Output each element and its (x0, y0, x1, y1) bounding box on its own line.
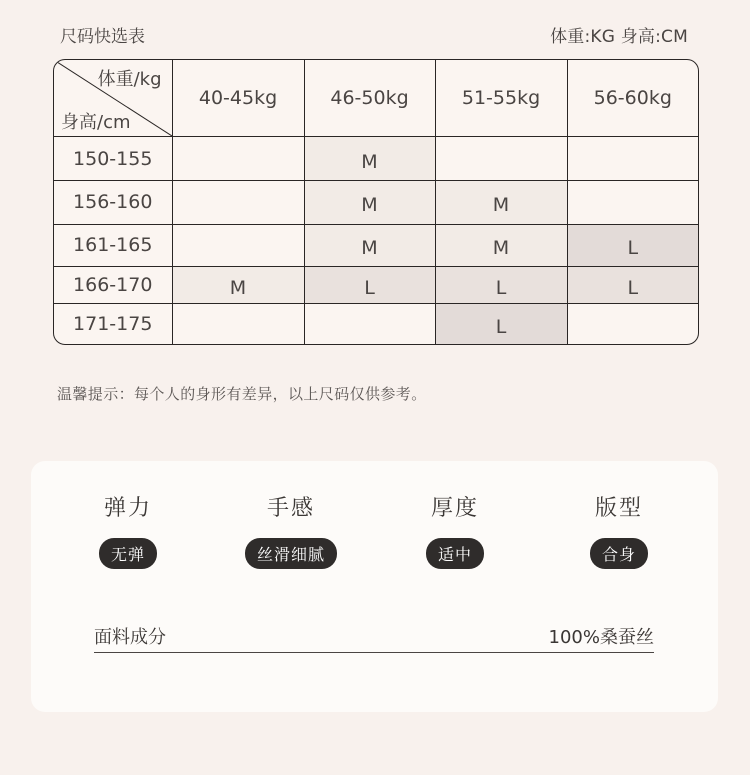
weight-column-header: 40-45kg (172, 60, 304, 137)
size-cell (567, 304, 698, 344)
attribute-value-pill: 合身 (590, 538, 648, 569)
table-corner-cell (54, 60, 172, 137)
size-table (53, 59, 699, 345)
height-row-label: 166-170 (54, 266, 172, 303)
size-cell: M (304, 137, 435, 181)
table-header-row (54, 60, 698, 137)
size-cell (567, 181, 698, 224)
size-cell: M (435, 224, 567, 266)
table-row (54, 181, 698, 224)
attribute-thickness (395, 491, 515, 569)
height-row-label: 156-160 (54, 181, 172, 224)
size-cell: M (304, 224, 435, 266)
attribute-title: 版型 (594, 496, 643, 521)
size-cell: L (567, 266, 698, 303)
attribute-value-pill: 丝滑细腻 (245, 538, 337, 569)
size-cell (435, 137, 567, 181)
size-cell: M (304, 181, 435, 224)
fabric-composition-value: 100%桑蚕丝 (548, 627, 654, 648)
size-cell (172, 304, 304, 344)
weight-column-header: 46-50kg (304, 60, 435, 137)
table-row (54, 266, 698, 303)
weight-column-header: 56-60kg (567, 60, 698, 137)
size-cell: L (567, 224, 698, 266)
weight-column-header: 51-55kg (435, 60, 567, 137)
height-row-label: 171-175 (54, 304, 172, 344)
corner-weight-label: 体重/kg (97, 69, 162, 90)
table-row (54, 137, 698, 181)
attribute-title: 手感 (266, 496, 315, 521)
height-row-label: 161-165 (54, 224, 172, 266)
table-row (54, 224, 698, 266)
size-cell: M (435, 181, 567, 224)
attribute-elasticity (68, 491, 188, 569)
attribute-value-pill: 无弹 (99, 538, 157, 569)
attribute-fit (559, 491, 679, 569)
attribute-hand-feel (231, 491, 351, 569)
size-cell (304, 304, 435, 344)
units-label: 体重:KG 身高:CM (550, 27, 688, 47)
height-row-label: 150-155 (54, 137, 172, 181)
fabric-card (31, 461, 718, 712)
size-tip: 温馨提示：每个人的身形有差异，以上尺码仅供参考。 (57, 385, 427, 403)
attribute-title: 厚度 (430, 496, 479, 521)
size-cell: L (435, 304, 567, 344)
attribute-value-pill: 适中 (426, 538, 484, 569)
fabric-divider (94, 652, 654, 653)
corner-height-label: 身高/cm (61, 112, 131, 134)
fabric-composition-label: 面料成分 (94, 627, 166, 648)
attribute-title: 弹力 (103, 496, 152, 521)
size-cell (172, 181, 304, 224)
size-cell (172, 224, 304, 266)
size-cell: L (304, 266, 435, 303)
size-cell (567, 137, 698, 181)
size-cell (172, 137, 304, 181)
size-cell: L (435, 266, 567, 303)
table-row (54, 304, 698, 344)
size-chart-title: 尺码快选表 (60, 27, 145, 47)
size-cell: M (172, 266, 304, 303)
